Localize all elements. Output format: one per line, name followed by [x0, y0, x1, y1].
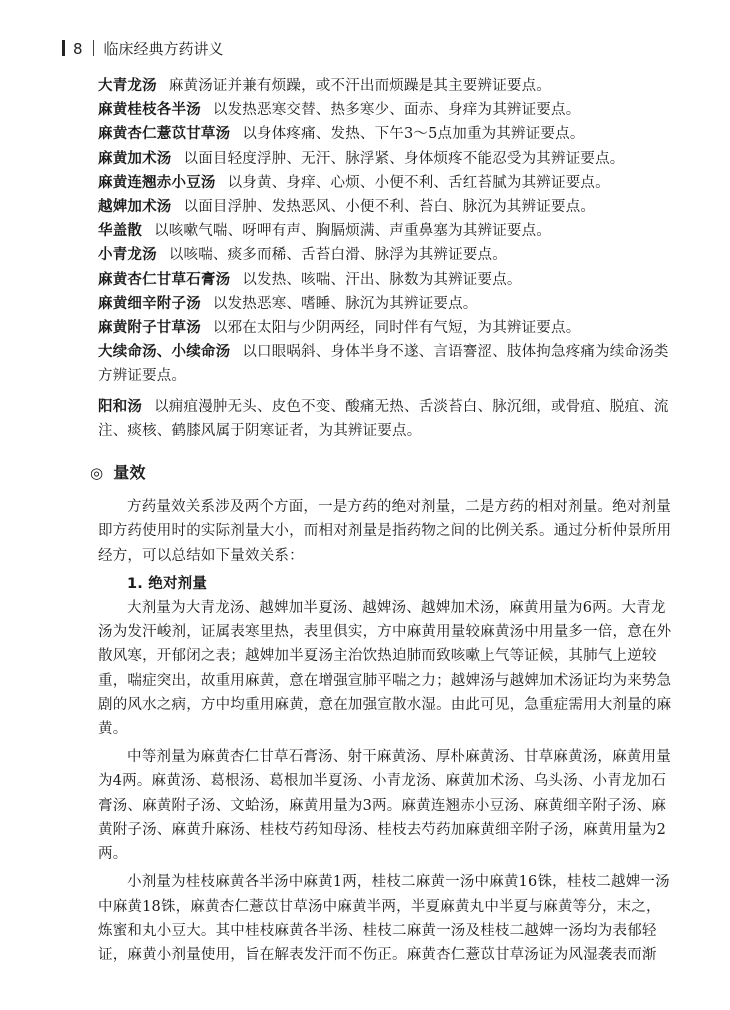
entry-text: 以面目浮肿、发热恶风、小便不利、苔白、脉沉为其辨证要点。 — [183, 199, 596, 216]
entry-mahuang-guizhi-geban — [98, 98, 674, 122]
entry-name: 麻黄细辛附子汤 — [98, 295, 201, 312]
entry-name: 麻黄杏仁甘草石膏汤 — [98, 271, 231, 288]
entry-text: 麻黄汤证并兼有烦躁，或不汗出而烦躁是其主要辨证要点。 — [168, 78, 552, 94]
entry-maxing-gan-shi — [98, 268, 674, 292]
intro-paragraph: 方药量效关系涉及两个方面，一是方药的绝对剂量，二是方药的相对剂量。绝对剂量即方药使用时的实际剂量大小，而相对剂量是指药物之间的比例关系。通过分析仲景所用经方，可以总结如下量效关系： — [98, 499, 672, 564]
page-header — [62, 38, 672, 60]
entry-huagai-san — [98, 219, 674, 243]
entry-name: 华盖散 — [98, 223, 143, 240]
entry-text: 以面目轻度浮肿、无汗、脉浮紧、身体烦疼不能忍受为其辨证要点。 — [183, 150, 625, 167]
entry-name: 麻黄桂枝各半汤 — [98, 102, 201, 119]
entry-text: 以发热、咳喘、汗出、脉数为其辨证要点。 — [242, 271, 522, 288]
entry-text: 以发热恶寒交替、热多寒少、面赤、身痒为其辨证要点。 — [212, 102, 581, 119]
entry-name: 麻黄杏仁薏苡甘草汤 — [98, 126, 231, 143]
entry-da-qinglong — [98, 74, 674, 98]
entry-mahuang-xixin-fuzi — [98, 292, 674, 316]
paragraph-small-dose: 小剂量为桂枝麻黄各半汤中麻黄1两，桂枝二麻黄一汤中麻黄16铢，桂枝二越婢一汤中麻黄18铢，麻黄杏仁薏苡甘草汤中麻黄半两，半夏麻黄丸中半夏与麻黄等分，末之，炼蜜和丸小豆大。其中桂枝麻黄各半汤、桂枝二麻黄一汤及桂枝二越婢一汤均为表郁轻证，麻黄小剂量使用，旨在解表发汗而不伤正。麻黄杏仁薏苡甘草汤证为风湿袭表而渐 — [98, 874, 670, 963]
entry-name: 麻黄加术汤 — [98, 150, 172, 167]
entry-text: 以身黄、身痒、心烦、小便不利、舌红苔腻为其辨证要点。 — [227, 174, 610, 191]
subsection-title: 1. 绝对剂量 — [127, 575, 208, 592]
paragraph-large-dose: 大剂量为大青龙汤、越婢加半夏汤、越婢汤、越婢加术汤，麻黄用量为6两。大青龙汤为发汗峻剂，证属表寒里热，表里俱实，方中麻黄用量较麻黄汤中用量多一倍，意在外散风寒，开郁闭之表；越婢加半夏汤主治饮热迫肺而致咳嗽上气等证候，其肺气上逆较重，喘症突出，故重用麻黄，意在增强宣肺平喘之力；越婢汤与越婢加术汤证均为来势急剧的风水之病，方中均重用麻黄，意在加强宣散水湿。由此可见，急重症需用大剂量的麻黄。 — [98, 600, 672, 738]
entry-name: 阳和汤 — [98, 398, 143, 415]
entry-xiao-qinglong — [98, 243, 674, 267]
entry-text: 以邪在太阳与少阴两经，同时伴有气短，为其辨证要点。 — [212, 320, 581, 337]
entry-text: 以身体疼痛、发热、下午3～5点加重为其辨证要点。 — [242, 126, 585, 143]
entry-mahuang-fuzi-gancao — [98, 316, 674, 340]
entry-mahuang-lianqiao-chixiaodou — [98, 171, 674, 195]
page-number: 8 — [73, 40, 83, 58]
page-content — [90, 74, 674, 971]
entry-xuming — [98, 340, 674, 388]
section-heading — [90, 461, 674, 485]
entry-mahuang-jiazhu — [98, 147, 674, 171]
header-divider — [93, 40, 94, 56]
section-title: 量效 — [113, 463, 146, 483]
entry-name: 越婢加术汤 — [98, 199, 172, 216]
entry-yuebi-jiazhu — [98, 195, 674, 219]
paragraph-medium-dose: 中等剂量为麻黄杏仁甘草石膏汤、射干麻黄汤、厚朴麻黄汤、甘草麻黄汤，麻黄用量为4两。麻黄汤、葛根汤、葛根加半夏汤、小青龙汤、麻黄加术汤、乌头汤、小青龙加石膏汤、麻黄附子汤、文蛤汤，麻黄用量为3两。麻黄连翘赤小豆汤、麻黄细辛附子汤、麻黄附子汤、麻黄升麻汤、桂枝芍药知母汤、桂枝去芍药加麻黄细辛附子汤，麻黄用量为2两。 — [98, 749, 671, 863]
entry-mahuang-xingren-yiyi-gancao — [98, 122, 674, 146]
entry-name: 大青龙汤 — [98, 78, 157, 94]
header-bar-left — [62, 40, 65, 56]
entry-name: 小青龙汤 — [98, 247, 157, 264]
book-title: 临床经典方药讲义 — [103, 40, 224, 58]
entry-text: 以发热恶寒、嗜睡、脉沉为其辨证要点。 — [212, 295, 478, 312]
entry-text: 以咳喘、痰多而稀、舌苔白滑、脉浮为其辨证要点。 — [168, 247, 507, 264]
entry-text: 以痈疽漫肿无头、皮色不变、酸痛无热、舌淡苔白、脉沉细，或骨疽、脱疽、流注、痰核、鹤膝风属于阴寒证者，为其辨证要点。 — [98, 398, 669, 439]
entry-yanghe — [98, 395, 674, 443]
section-marker-icon: ◎ — [90, 464, 104, 483]
entry-name: 大续命汤、小续命汤 — [98, 344, 231, 361]
entry-name: 麻黄附子甘草汤 — [98, 320, 201, 337]
entry-name: 麻黄连翘赤小豆汤 — [98, 174, 216, 191]
entry-text: 以咳嗽气喘、呀呷有声、胸膈烦满、声重鼻塞为其辨证要点。 — [154, 223, 552, 240]
entry-text: 以口眼㖞斜、身体半身不遂、言语謇涩、肢体拘急疼痛为续命汤类方辨证要点。 — [98, 344, 669, 385]
